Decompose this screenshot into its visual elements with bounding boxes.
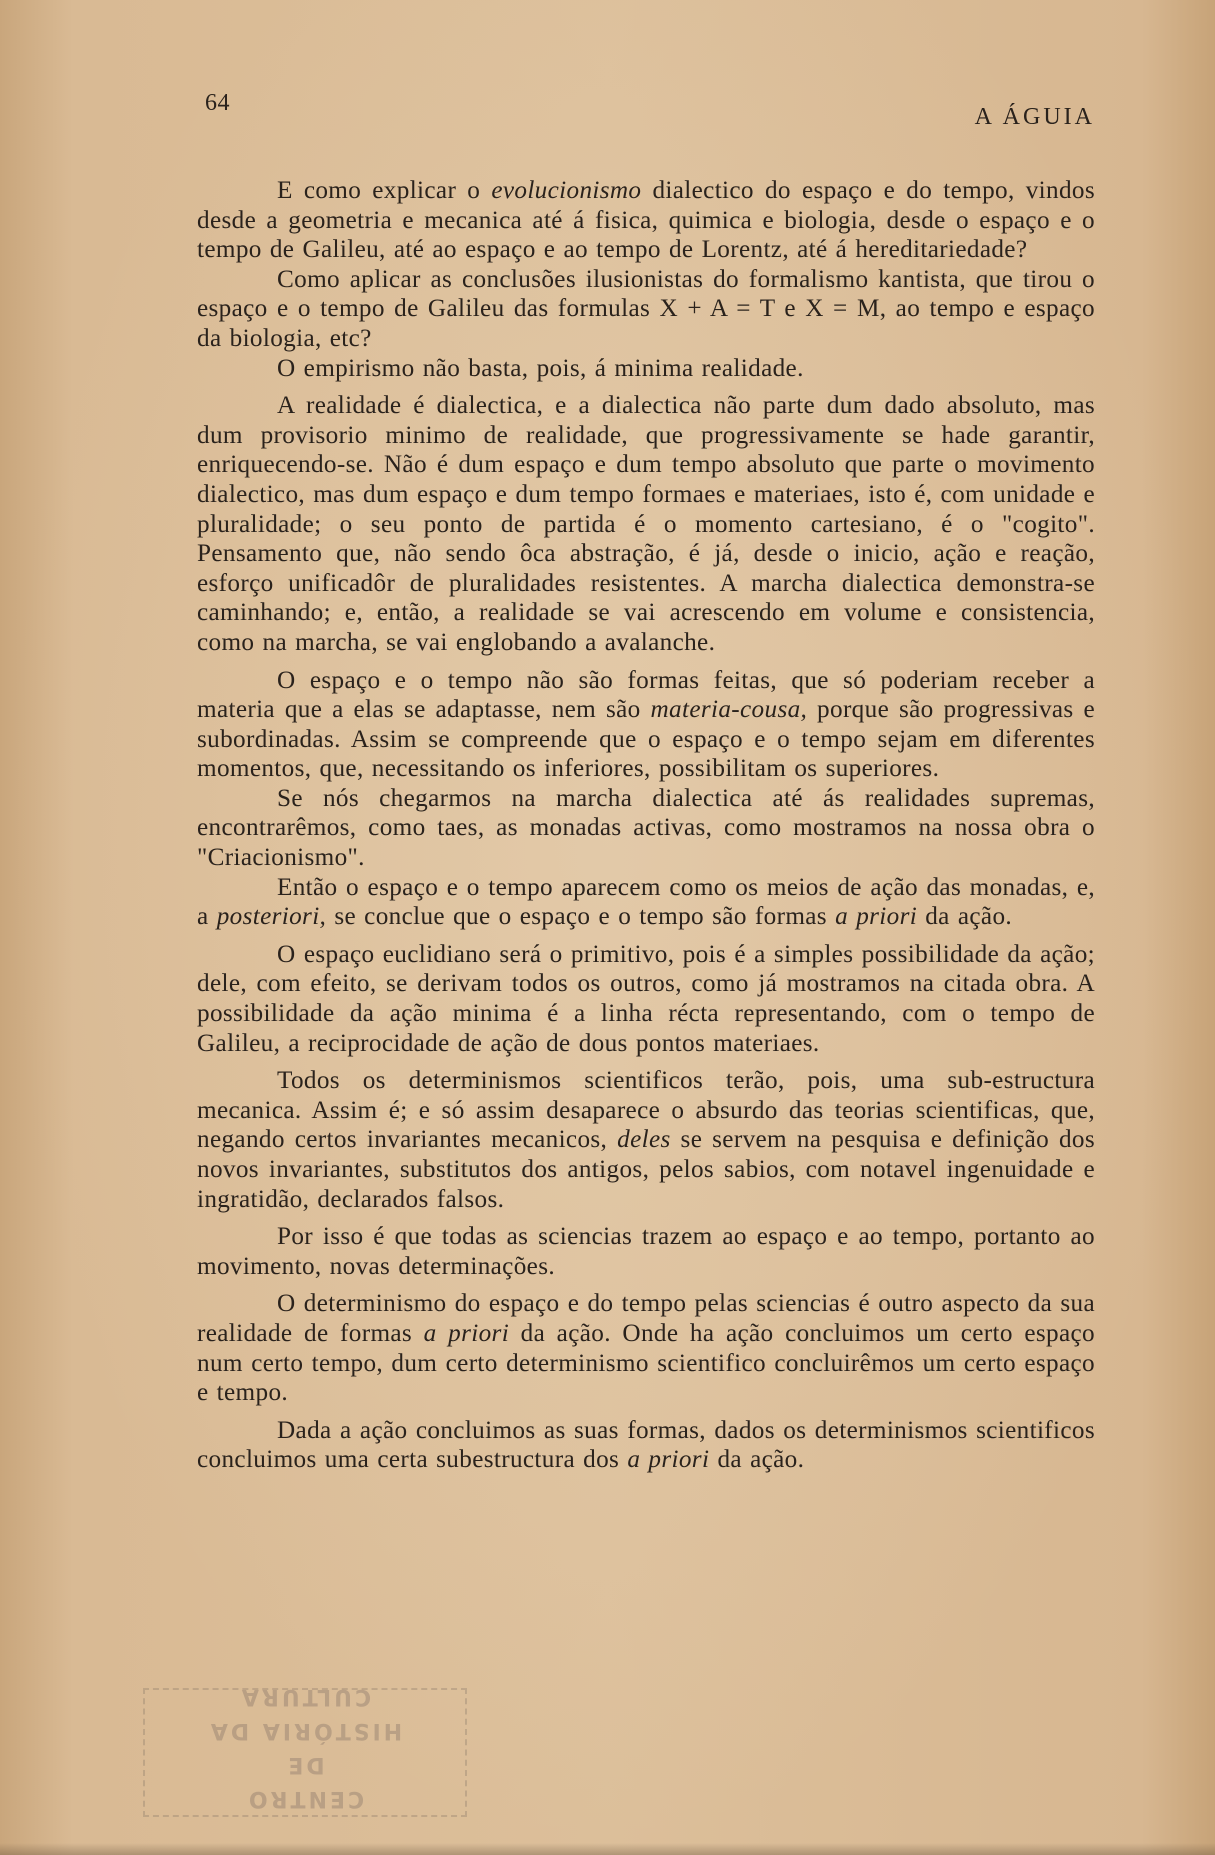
paragraph xyxy=(197,940,1095,1058)
text-run: dialectico do espaço e do tempo, vindos desde a geometria e mecanica até á fisica, quimica e biologia, desde o espaço e o tempo de Galileu, até ao espaço e ao tempo de Lorentz, até á hereditariedade? xyxy=(197,177,1095,264)
paragraph xyxy=(197,784,1095,873)
italic-text: deles xyxy=(617,1126,671,1154)
text-run: O espaço e o tempo não são formas feitas, que só poderiam receber a materia que a elas se adaptasse, nem são xyxy=(197,666,1095,724)
text-run: porque são progressivas e subordinadas. Assim se compreende que o espaço e o tempo sejam em diferentes momentos, que, necessitando os inferiores, possibilitam os superiores. xyxy=(197,696,1095,783)
text-run: Como aplicar as conclusões ilusionistas do formalismo kantista, que tirou o espaço e o tempo de Galileu das formulas X + A = T e X = M, ao tempo e espaço da biologia, etc? xyxy=(197,265,1095,352)
paragraph xyxy=(197,873,1095,932)
italic-text: evolucionismo xyxy=(491,177,642,204)
text-run: O empirismo não basta, pois, á minima realidade. xyxy=(277,354,804,382)
text-run: da ação. Onde ha ação concluimos um certo espaço num certo tempo, dum certo determinismo scientifico concluirêmos um certo espaço e tempo. xyxy=(197,1319,1095,1407)
paragraph xyxy=(197,176,1095,265)
text-run: se servem na pesquisa e definição dos novos invariantes, substitutos dos antigos, pelos sabios, com notavel ingenuidade e ingratidão, declarados falsos. xyxy=(197,1126,1095,1213)
text-run: Se nós chegarmos na marcha dialectica até ás realidades supremas, encontrarêmos, como taes, as monadas activas, como mostramos na nossa obra o "Criacionismo". xyxy=(197,784,1095,872)
paragraph xyxy=(197,354,1095,384)
paragraph xyxy=(197,1416,1095,1475)
page-number: 64 xyxy=(205,90,230,116)
text-run: da ação. xyxy=(917,903,1013,931)
text-run: O determinismo do espaço e do tempo pelas sciencias é outro aspecto da sua realidade de formas xyxy=(197,1290,1095,1347)
library-stamp: CENTRO DE HISTÓRIA DA CULTURA xyxy=(143,1688,467,1817)
italic-text: a priori xyxy=(423,1319,510,1347)
paragraph xyxy=(197,265,1095,354)
italic-text: posteriori, xyxy=(216,903,327,931)
italic-text: a priori xyxy=(627,1446,710,1474)
paragraph xyxy=(197,391,1095,657)
text-run: Todos os determinismos scientificos terão, pois, uma sub-estructura mecanica. Assim é; e só assim desaparece o absurdo das teorias scientificas, que, negando certos invariantes mecanicos, xyxy=(197,1067,1095,1154)
italic-text: materia-cousa, xyxy=(650,696,808,724)
paragraph xyxy=(197,1066,1095,1214)
paragraph xyxy=(197,666,1095,784)
text-run: Então o espaço e o tempo aparecem como os meios de ação das monadas, e, a xyxy=(197,873,1095,931)
text-run: se conclue que o espaço e o tempo são formas xyxy=(326,903,836,931)
text-run: Dada a ação concluimos as suas formas, dados os determinismos scientificos concluimos uma certa subestructura dos xyxy=(197,1416,1095,1474)
text-run: E como explicar o xyxy=(277,177,492,204)
body-text xyxy=(197,176,1095,1475)
italic-text: a priori xyxy=(835,903,918,931)
running-title: A ÁGUIA xyxy=(974,104,1095,130)
page-edge-shadow xyxy=(0,1843,1215,1855)
paragraph xyxy=(197,1222,1095,1281)
paragraph xyxy=(197,1289,1095,1407)
text-run: A realidade é dialectica, e a dialectica não parte dum dado absoluto, mas dum provisorio minimo de realidade, que progressivamente se hade garantir, enriquecendo-se. Não é dum espaço e dum tempo absoluto que parte o movimento dialectico, mas dum espaço e dum tempo formaes e materiaes, isto é, com unidade e pluralidade; o seu ponto de partida é o momento cartesiano, é o "cogito". Pensamento que, não sendo ôca abstração, é já, desde o inicio, ação e reação, esforço unificadôr de pluralidades resistentes. A marcha dialectica demonstra-se caminhando; e, então, a realidade se vai acrescendo em volume e consistencia, como na marcha, se vai englobando a avalanche. xyxy=(197,392,1095,656)
text-run: da ação. xyxy=(709,1446,805,1474)
text-run: Por isso é que todas as sciencias trazem ao espaço e ao tempo, portanto ao movimento, novas determinações. xyxy=(197,1223,1095,1280)
text-run: O espaço euclidiano será o primitivo, pois é a simples possibilidade da ação; dele, com efeito, se derivam todos os outros, como já mostramos na citada obra. A possibilidade da ação minima é a linha récta representando, com o tempo de Galileu, a reciprocidade de ação de dous pontos materiaes. xyxy=(197,940,1095,1057)
